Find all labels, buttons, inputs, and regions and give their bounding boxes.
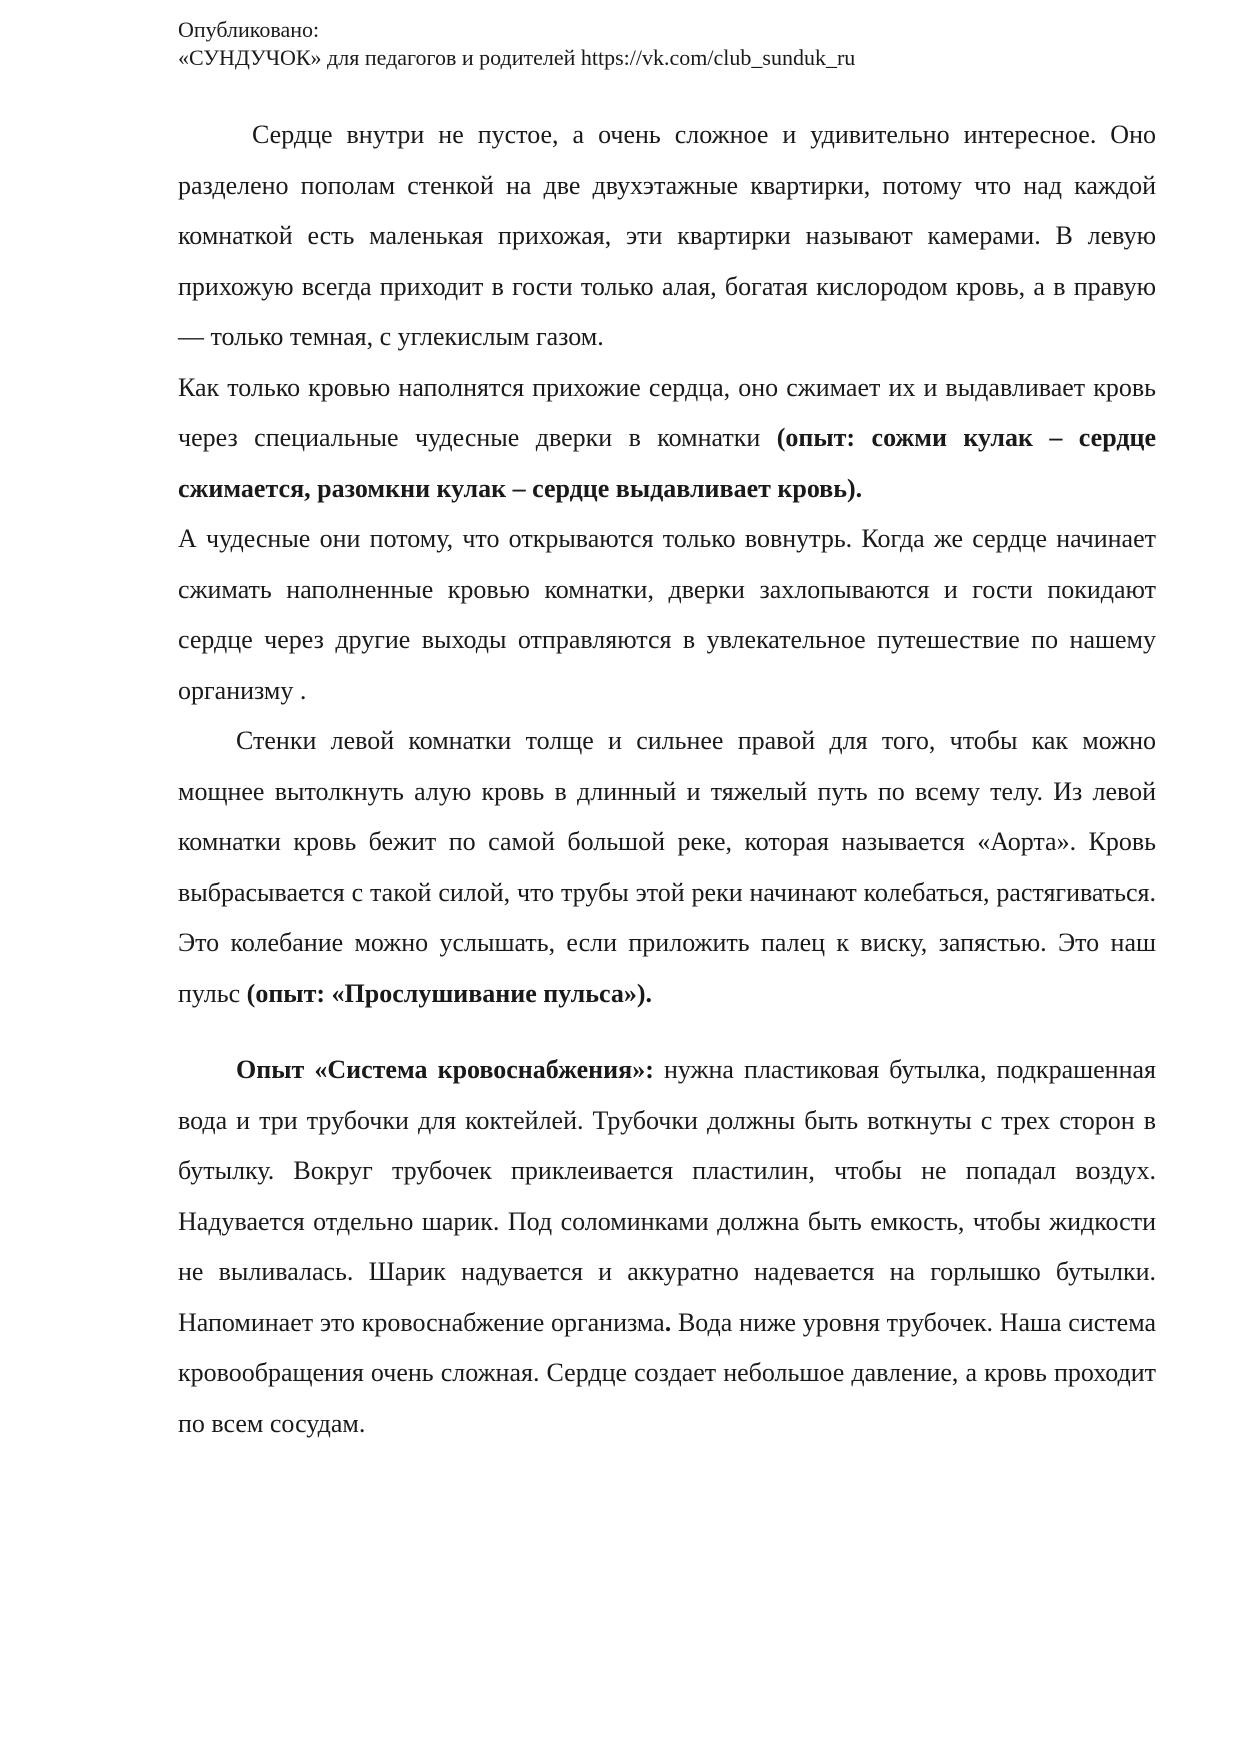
- paragraph-text: Стенки левой комнатки толще и сильнее правой для того, чтобы как можно мощнее вытолкнуть алую кровь в длинный и тяжелый путь по всему телу. Из левой комнатки кровь бежит по самой большой реке, которая называется «Аорта». Кровь выбрасывается с такой силой, что трубы этой реки начинают колебаться, растягиваться. Это колебание можно услышать, если приложить палец к виску, запястью. Это наш пульс: [178, 726, 1156, 1008]
- paragraph-heart-compression: [178, 363, 1156, 515]
- paragraph-aorta-pulse: [178, 716, 1156, 1019]
- publisher-line: «СУНДУЧОК» для педагогов и родителей https://vk.com/club_sunduk_ru: [178, 45, 856, 70]
- bold-period: .: [664, 1307, 672, 1337]
- published-label: Опубликовано:: [178, 17, 320, 42]
- paragraph-blood-supply-experiment: [178, 1045, 1156, 1449]
- paragraph-text: Как только кровью наполнятся прихожие сердца, оно сжимает их и выдавливает кровь через специальные чудесные дверки в комнатки: [178, 372, 1156, 452]
- paragraph-heart-interior: Сердце внутри не пустое, а очень сложное и удивительно интересное. Оно разделено пополам стенкой на две двухэтажные квартирки, потому что над каждой комнаткой есть маленькая прихожая, эти квартирки называют камерами. В левую прихожую всегда приходит в гости только алая, богатая кислородом кровь, а в правую — только темная, с углекислым газом.: [178, 120, 1156, 351]
- paragraph-valves: А чудесные они потому, что открываются только вовнутрь. Когда же сердце начинает сжимать наполненные кровью комнатки, дверки захлопываются и гости покидают сердце через другие выходы отправляются в увлекательное путешествие по нашему организму .: [178, 524, 1156, 705]
- document-body: [178, 110, 1156, 1449]
- experiment-fist-note: (опыт: сожми кулак – сердце сжимается, разомкни кулак – сердце выдавливает кровь).: [178, 423, 1156, 503]
- paragraph-text: нужна пластиковая бутылка, подкрашенная вода и три трубочки для коктейлей. Трубочки должны быть воткнуты с трех сторон в бутылку. Вокруг трубочек приклеивается пластилин, чтобы не попадал воздух. Надувается отдельно шарик. Под соломинками должна быть емкость, чтобы жидкости не выливалась. Шарик надувается и аккуратно надевается на горлышко бутылки. Напоминает это кровоснабжение организма: [178, 1055, 1156, 1337]
- publication-header: [178, 16, 1178, 72]
- experiment-pulse-note: (опыт: «Прослушивание пульса»).: [246, 978, 652, 1008]
- paragraph-text: Вода ниже уровня трубочек. Наша система кровообращения очень сложная. Сердце создает небольшое давление, а кровь проходит по всем сосудам.: [178, 1307, 1157, 1438]
- experiment-title: Опыт «Система кровоснабжения»:: [236, 1055, 654, 1084]
